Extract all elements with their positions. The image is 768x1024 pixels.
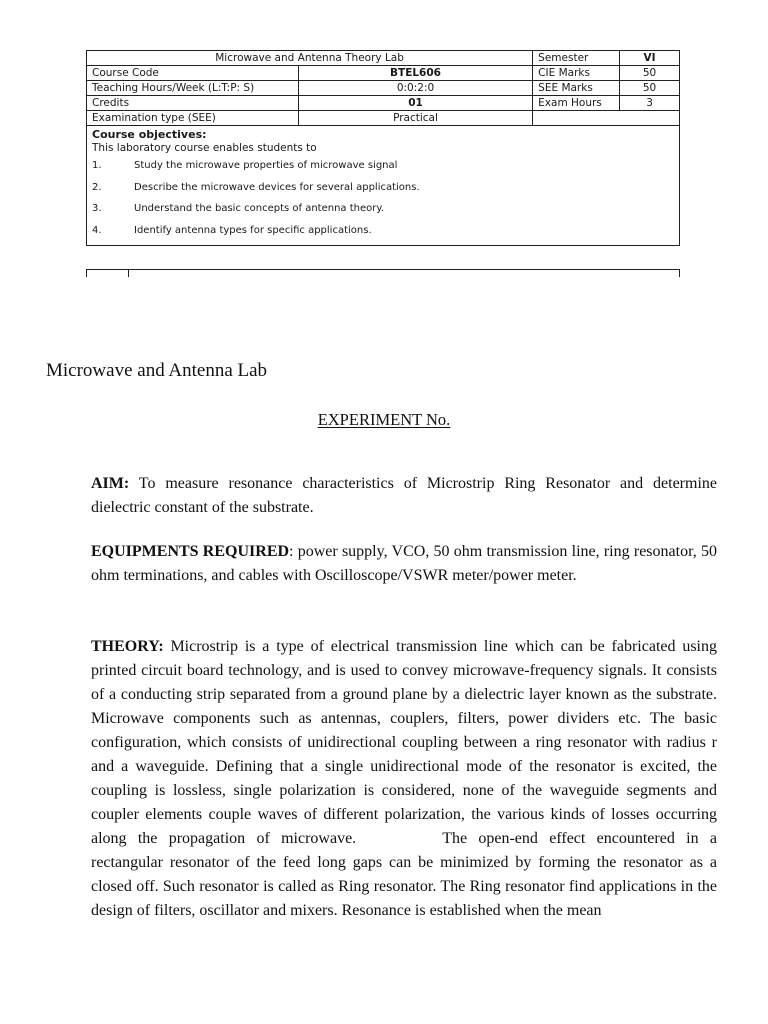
objective-text: Describe the microwave devices for several applications. — [134, 181, 420, 193]
table-footer-row — [86, 269, 680, 277]
cie-marks-value: 50 — [620, 66, 680, 81]
theory-label: THEORY: — [91, 638, 164, 655]
objective-number: 4. — [92, 224, 102, 236]
objectives-list — [92, 159, 674, 245]
table-row — [87, 81, 680, 96]
see-marks-value: 50 — [620, 81, 680, 96]
see-marks-label: SEE Marks — [533, 81, 620, 96]
objective-number: 2. — [92, 181, 102, 193]
theory-paragraph — [91, 635, 717, 923]
exam-hours-value: 3 — [620, 96, 680, 111]
table-row — [87, 111, 680, 126]
equipments-label: EQUIPMENTS REQUIRED — [91, 543, 290, 560]
theory-text-part2: The open-end effect encountered in a rectangular resonator of the feed long gaps can be minimized by forming the resonator as a closed off. Such resonator is called as Ring resonator. The Ring resonator find applications in the design of filters, oscillator and mixers. Resonance is established when the mean — [91, 830, 718, 919]
table-row — [87, 51, 680, 66]
exam-type-label: Examination type (SEE) — [87, 111, 299, 126]
objectives-intro: This laboratory course enables students to — [92, 142, 317, 154]
equipments-text: : power supply, VCO, 50 ohm transmission line, ring resonator, 50 ohm terminations, and cables with Oscilloscope/VSWR meter/power meter. — [91, 543, 717, 584]
teaching-hours-label: Teaching Hours/Week (L:T:P: S) — [87, 81, 299, 96]
teaching-hours-value: 0:0:2:0 — [298, 81, 532, 96]
aim-text: To measure resonance characteristics of Microstrip Ring Resonator and determine dielectric constant of the substrate. — [91, 475, 717, 516]
course-title-cell: Microwave and Antenna Theory Lab — [87, 51, 533, 66]
objective-text: Understand the basic concepts of antenna theory. — [134, 203, 385, 214]
table-row — [87, 96, 680, 111]
experiment-heading-text: EXPERIMENT No. — [317, 410, 451, 429]
list-item — [92, 202, 674, 224]
objective-number: 3. — [92, 203, 102, 214]
table-row — [87, 66, 680, 81]
semester-label-cell: Semester — [533, 51, 620, 66]
course-code-label: Course Code — [87, 66, 299, 81]
equipments-paragraph — [91, 540, 717, 588]
course-code-value: BTEL606 — [298, 66, 532, 81]
exam-type-value: Practical — [298, 111, 532, 126]
objectives-heading: Course objectives: — [92, 128, 207, 141]
credits-label: Credits — [87, 96, 299, 111]
semester-value-cell: VI — [620, 51, 680, 66]
table-divider — [128, 270, 129, 277]
objective-text: Identify antenna types for specific applications. — [134, 224, 372, 236]
credits-value: 01 — [298, 96, 532, 111]
experiment-heading — [0, 410, 768, 430]
objective-number: 1. — [92, 160, 102, 171]
theory-text-part1: Microstrip is a type of electrical transmission line which can be fabricated using printed circuit board technology, and is used to convey microwave-frequency signals. It consists of a conducting strip separated from a ground plane by a dielectric layer known as the substrate. Microwave components such as antennas, couplers, filters, power dividers etc. The basic configuration, which consists of unidirectional coupling between a ring resonator with radius r and a waveguide. Defining that a single unidirectional mode of the resonator is excited, the coupling is lossless, single polarization is considered, none of the waveguide segments and coupler elements couple waves of different polarization, the various kinds of losses occurring along the propagation of microwave. — [91, 638, 717, 847]
cie-marks-label: CIE Marks — [533, 66, 620, 81]
list-item — [92, 224, 674, 246]
course-info-table — [86, 50, 680, 246]
empty-cell — [533, 111, 680, 126]
objective-text: Study the microwave properties of microwave signal — [134, 160, 398, 171]
exam-hours-label: Exam Hours — [533, 96, 620, 111]
list-item — [92, 181, 674, 203]
list-item — [92, 159, 674, 181]
aim-label: AIM: — [91, 475, 130, 492]
aim-paragraph — [91, 472, 717, 520]
lab-title: Microwave and Antenna Lab — [46, 360, 268, 381]
table-row — [87, 126, 680, 246]
course-objectives-cell — [87, 126, 680, 246]
